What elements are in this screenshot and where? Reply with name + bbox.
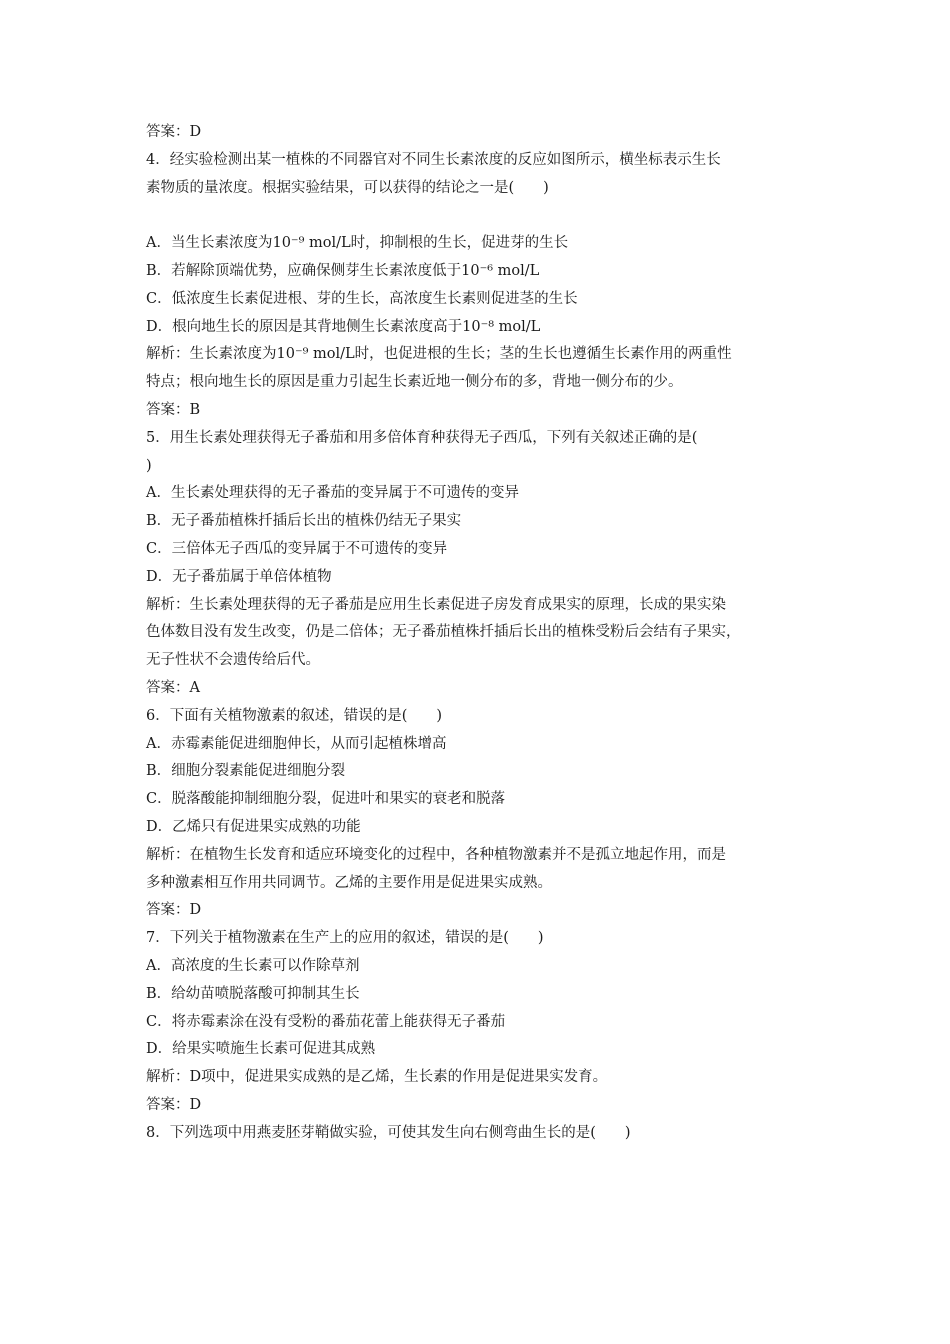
question-4-option-d: D．根向地生长的原因是其背地侧生长素浓度高于10⁻⁸ mol/L (146, 318, 541, 335)
question-6-analysis-line-2: 多种激素相互作用共同调节。乙烯的主要作用是促进果实成熟。 (146, 874, 552, 891)
question-4-option-a: A．当生长素浓度为10⁻⁹ mol/L时，抑制根的生长，促进芽的生长 (146, 235, 569, 252)
question-7-option-a: A．高浓度的生长素可以作除草剂 (146, 957, 360, 974)
question-8-stem: 8．下列选项中用燕麦胚芽鞘做实验，可使其发生向右侧弯曲生长的是( ) (146, 1124, 631, 1141)
answer-line: 答案：D (146, 124, 202, 140)
question-6-stem: 6．下面有关植物激素的叙述，错误的是( ) (146, 707, 443, 724)
question-5-analysis-line-1: 解析：生长素处理获得的无子番茄是应用生长素促进子房发育成果实的原理，长成的果实染 (146, 596, 726, 613)
question-5-stem-line-1: 5．用生长素处理获得无子番茄和用多倍体育种获得无子西瓜，下列有关叙述正确的是( (146, 429, 698, 446)
question-4-stem-line-1: 4．经实验检测出某一植株的不同器官对不同生长素浓度的反应如图所示，横坐标表示生长 (146, 151, 721, 168)
question-6-option-d: D．乙烯只有促进果实成熟的功能 (146, 818, 361, 835)
question-5-option-a: A．生长素处理获得的无子番茄的变异属于不可遗传的变异 (146, 485, 519, 502)
question-5-option-d: D．无子番茄属于单倍体植物 (146, 568, 332, 585)
question-7-option-b: B．给幼苗喷脱落酸可抑制其生长 (146, 985, 360, 1002)
question-7-answer: 答案：D (146, 1096, 202, 1113)
question-4-answer: 答案：B (146, 401, 201, 418)
question-5-option-b: B．无子番茄植株扦插后长出的植株仍结无子果实 (146, 513, 462, 530)
question-5-analysis-line-3: 无子性状不会遗传给后代。 (146, 652, 320, 669)
question-6-option-a: A．赤霉素能促进细胞伸长，从而引起植株增高 (146, 735, 447, 752)
question-7-option-d: D．给果实喷施生长素可促进其成熟 (146, 1041, 376, 1058)
question-5-option-c: C．三倍体无子西瓜的变异属于不可遗传的变异 (146, 540, 448, 557)
question-4-analysis-line-1: 解析：生长素浓度为10⁻⁹ mol/L时，也促进根的生长；茎的生长也遵循生长素作用的两重性 (146, 346, 732, 363)
document-page (146, 119, 826, 1147)
question-6-analysis-line-1: 解析：在植物生长发育和适应环境变化的过程中，各种植物激素并不是孤立地起作用，而是 (146, 846, 726, 863)
question-7-stem: 7．下列关于植物激素在生产上的应用的叙述，错误的是( ) (146, 930, 544, 947)
question-5-analysis-line-2: 色体数目没有发生改变，仍是二倍体；无子番茄植株扦插后长出的植株受粉后会结有子果实， (146, 624, 741, 641)
question-5-answer: 答案：A (146, 679, 200, 696)
question-4-option-b: B．若解除顶端优势，应确保侧芽生长素浓度低于10⁻⁶ mol/L (146, 262, 540, 279)
question-4-stem-line-2: 素物质的量浓度。根据实验结果，可以获得的结论之一是( ) (146, 179, 549, 196)
question-6-answer: 答案：D (146, 902, 202, 919)
question-6-option-b: B．细胞分裂素能促进细胞分裂 (146, 763, 346, 780)
question-4-analysis-line-2: 特点；根向地生长的原因是重力引起生长素近地一侧分布的多，背地一侧分布的少。 (146, 374, 683, 391)
question-4-option-c: C．低浓度生长素促进根、芽的生长，高浓度生长素则促进茎的生长 (146, 290, 578, 307)
question-6-option-c: C．脱落酸能抑制细胞分裂，促进叶和果实的衰老和脱落 (146, 791, 506, 808)
question-5-stem-line-2: ) (146, 457, 152, 474)
figure-gap (146, 202, 826, 230)
question-7-analysis: 解析：D项中，促进果实成熟的是乙烯，生长素的作用是促进果实发育。 (146, 1069, 608, 1086)
question-7-option-c: C．将赤霉素涂在没有受粉的番茄花蕾上能获得无子番茄 (146, 1013, 506, 1030)
